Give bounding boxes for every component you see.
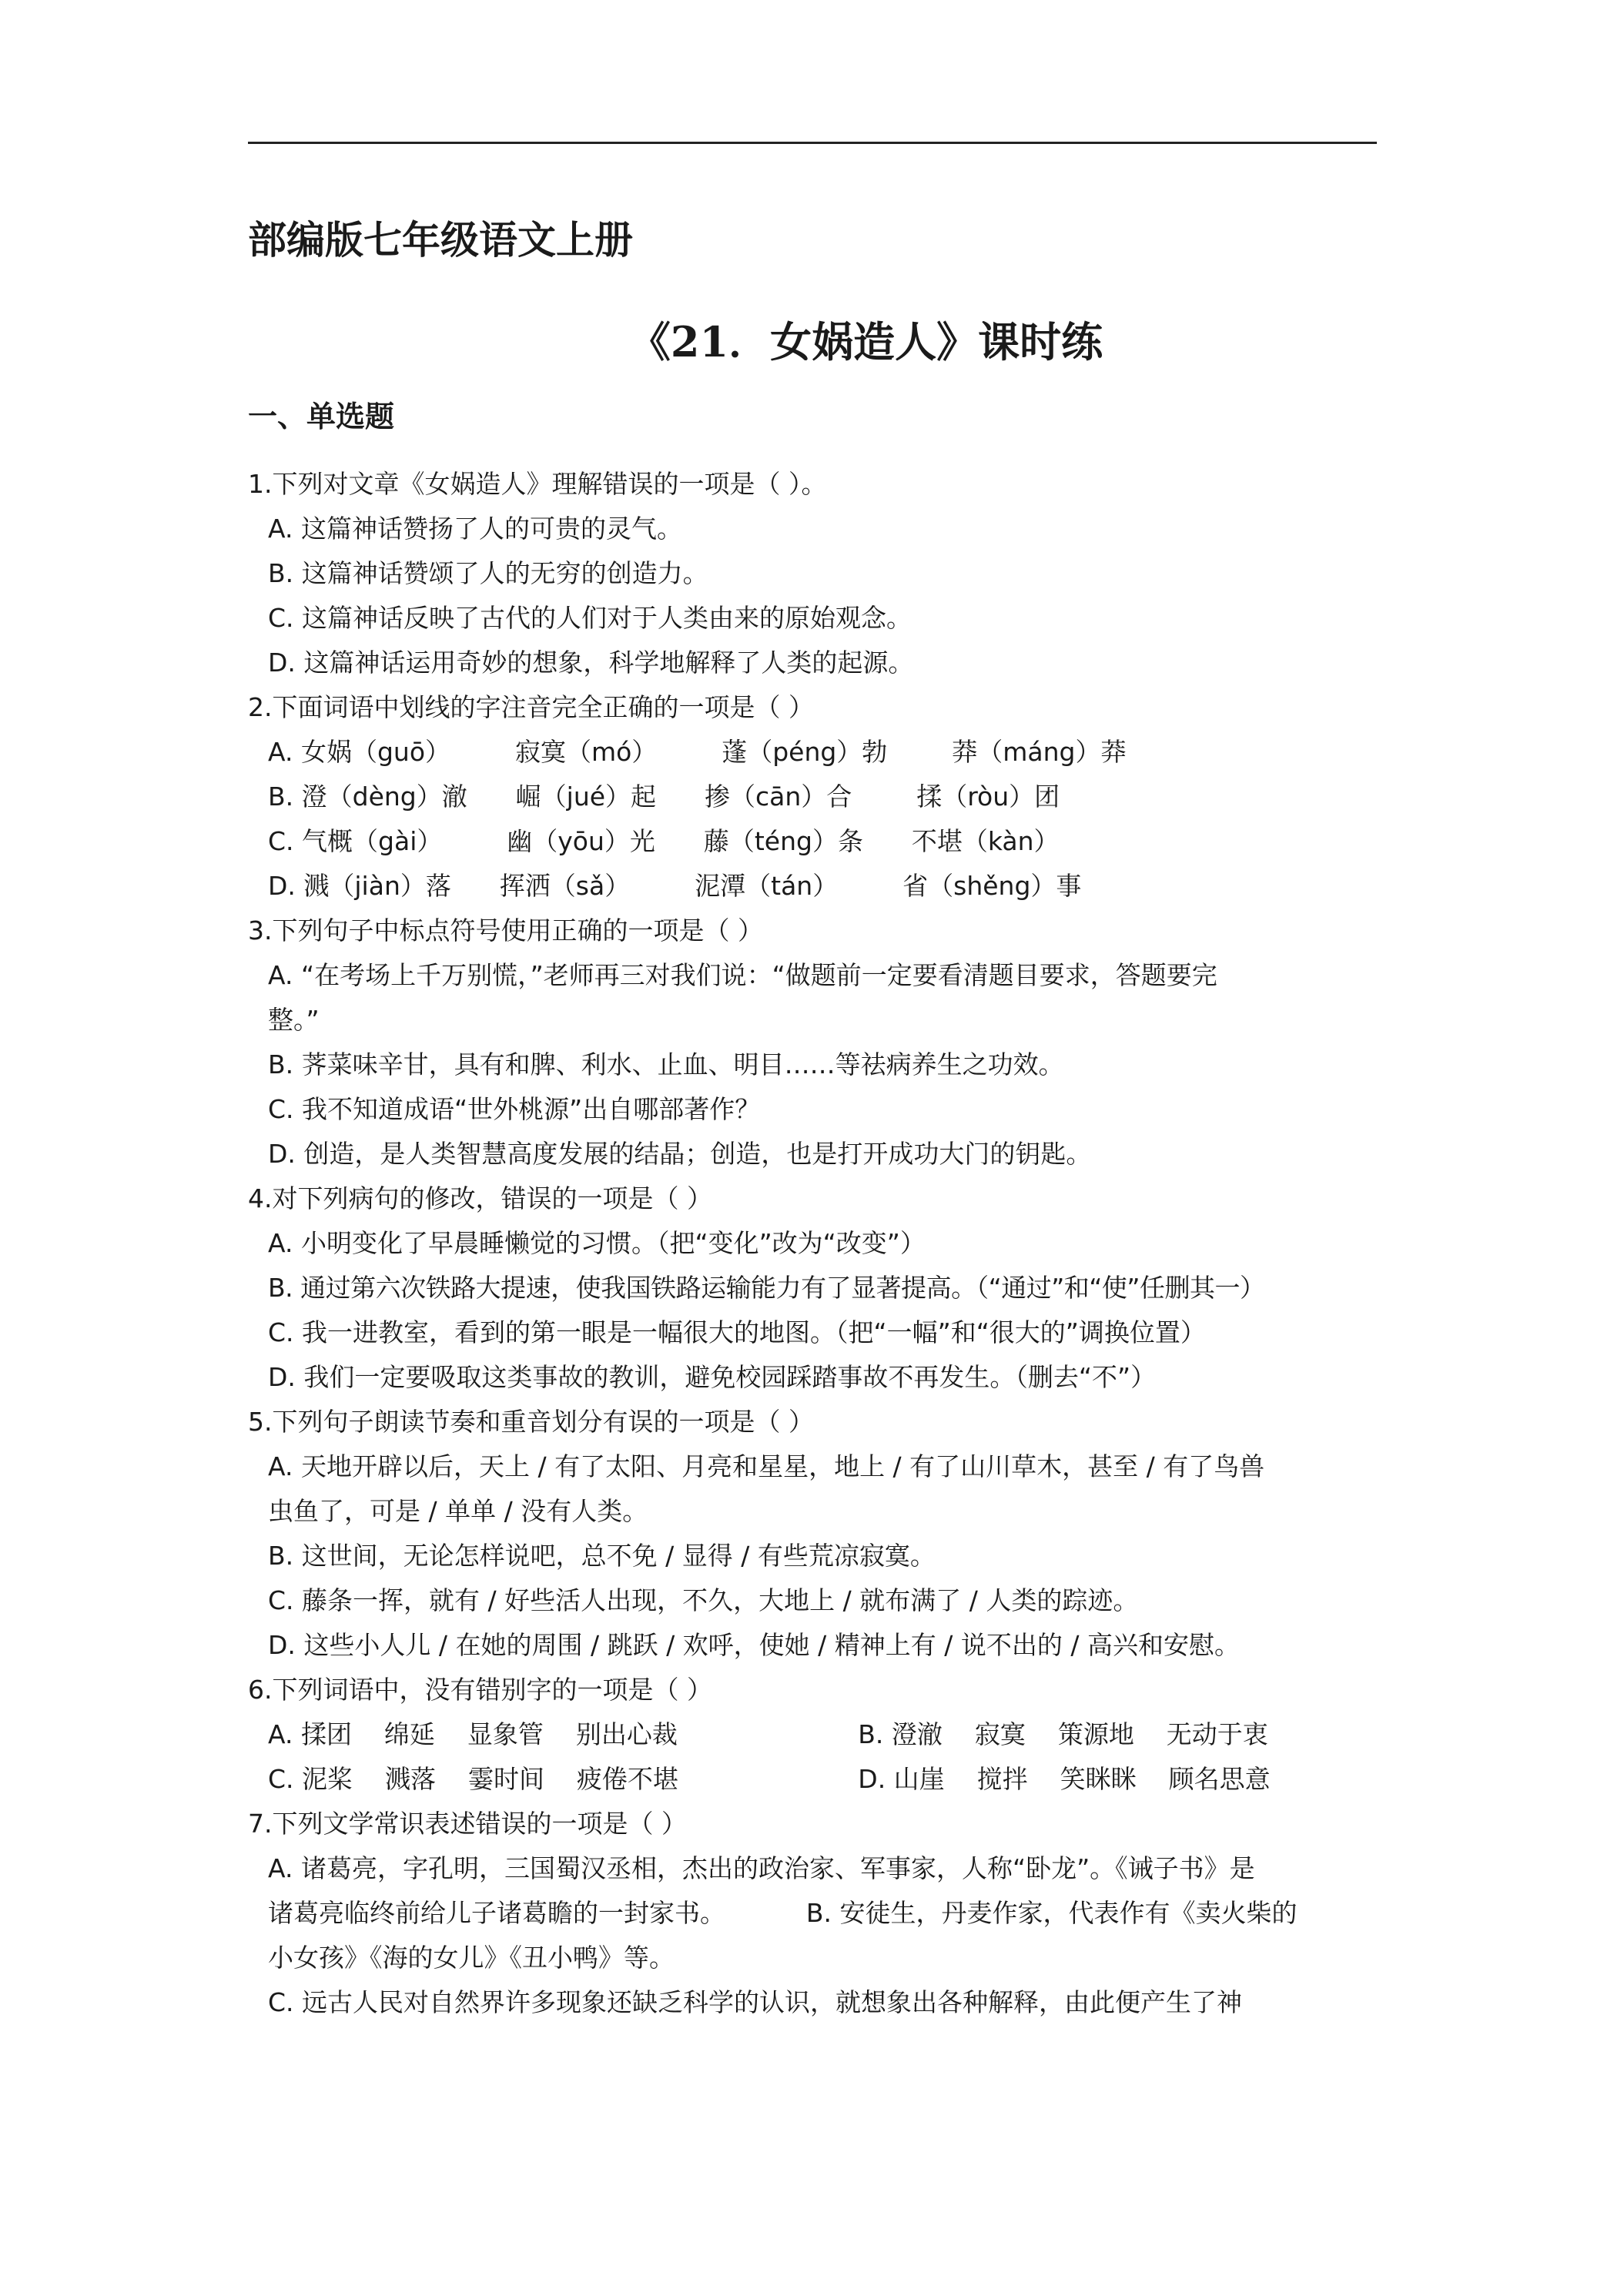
option-row xyxy=(248,1712,1388,1757)
question-stem: 5.下列句子朗读节奏和重音划分有误的一项是（ ） xyxy=(248,1407,814,1437)
document-title: 部编版七年级语文上册 xyxy=(248,218,633,263)
option-line: D. 这篇神话运用奇妙的想象，科学地解释了人类的起源。 xyxy=(268,648,914,678)
option-line: C. 泥桨 溅落 霎时间 疲倦不堪 xyxy=(268,1764,678,1794)
option-line: B. 澄澈 寂寞 策源地 无动于衷 xyxy=(858,1719,1268,1749)
option-line: B. 荠菜味辛甘，具有和脾、利水、止血、明目……等祛病养生之功效。 xyxy=(268,1049,1064,1079)
option-line: A. “在考场上千万别慌，”老师再三对我们说：“做题前一定要看清题目要求，答题要完 xyxy=(268,960,1217,990)
option-line: A. 诸葛亮，字孔明，三国蜀汉丞相，杰出的政治家、军事家，人称“卧龙”。《诫子书》是 xyxy=(268,1853,1255,1883)
option-line: 小女孩》《海的女儿》《丑小鸭》等。 xyxy=(268,1943,675,1973)
option-line: D. 我们一定要吸取这类事故的教训，避免校园踩踏事故不再发生。（删去“不”） xyxy=(268,1362,1157,1392)
question-stem: 4.对下列病句的修改，错误的一项是（ ） xyxy=(248,1183,712,1213)
option-line: D. 溅（jiàn）落 挥洒（sǎ） 泥潭（tán） 省（shěng）事 xyxy=(268,871,1082,901)
option-line: A. 天地开辟以后，天上 / 有了太阳、月亮和星星，地上 / 有了山川草木，甚至 / 有了鸟兽 xyxy=(268,1451,1265,1481)
lesson-title: 《21．女娲造人》课时练 xyxy=(628,317,1103,366)
option-line: C. 我一进教室，看到的第一眼是一幅很大的地图。（把“一幅”和“很大的”调换位置） xyxy=(268,1317,1206,1347)
option-line: A. 小明变化了早晨睡懒觉的习惯。（把“变化”改为“改变”） xyxy=(268,1228,926,1258)
option-line: C. 这篇神话反映了古代的人们对于人类由来的原始观念。 xyxy=(268,603,912,633)
question-stem: 2.下面词语中划线的字注音完全正确的一项是（ ） xyxy=(248,692,814,722)
question-stem: 6.下列词语中，没有错别字的一项是（ ） xyxy=(248,1675,712,1705)
option-line: D. 山崖 搅拌 笑眯眯 顾名思意 xyxy=(858,1764,1271,1794)
question-list xyxy=(248,462,1388,2025)
option-line: 虫鱼了，可是 / 单单 / 没有人类。 xyxy=(268,1496,648,1526)
option-line: 整。” xyxy=(268,1005,320,1035)
option-line: B. 通过第六次铁路大提速，使我国铁路运输能力有了显著提高。（“通过”和“使”任删其一） xyxy=(268,1273,1265,1303)
section-heading: 一、单选题 xyxy=(248,400,395,433)
option-line: D. 这些小人儿 / 在她的周围 / 跳跃 / 欢呼，使她 / 精神上有 / 说不出的 / 高兴和安慰。 xyxy=(268,1630,1240,1660)
question-stem: 1.下列对文章《女娲造人》理解错误的一项是（ ）。 xyxy=(248,469,827,499)
question-stem: 7.下列文学常识表述错误的一项是（ ） xyxy=(248,1809,687,1839)
option-row xyxy=(248,1757,1388,1802)
option-line: 诸葛亮临终前给儿子诸葛瞻的一封家书。 B. 安徒生，丹麦作家，代表作有《卖火柴的 xyxy=(268,1898,1298,1928)
option-line: B. 这世间，无论怎样说吧，总不免 / 显得 / 有些荒凉寂寞。 xyxy=(268,1541,936,1571)
option-line: A. 女娲（guō） 寂寞（mó） 蓬（péng）勃 莽（máng）莽 xyxy=(268,737,1127,767)
option-line: C. 我不知道成语“世外桃源”出自哪部著作？ xyxy=(268,1094,761,1124)
option-line: B. 这篇神话赞颂了人的无穷的创造力。 xyxy=(268,558,708,588)
option-line: C. 气概（gài） 幽（yōu）光 藤（téng）条 不堪（kàn） xyxy=(268,826,1060,856)
option-line: C. 藤条一挥，就有 / 好些活人出现，不久，大地上 / 就布满了 / 人类的踪迹。 xyxy=(268,1585,1139,1615)
option-line: C. 远古人民对自然界许多现象还缺乏科学的认识，就想象出各种解释，由此便产生了神 xyxy=(268,1987,1243,2017)
option-line: B. 澄（dèng）澈 崛（jué）起 掺（cān）合 揉（ròu）团 xyxy=(268,782,1060,812)
question-stem: 3.下列句子中标点符号使用正确的一项是（ ） xyxy=(248,915,763,946)
header-rule xyxy=(248,142,1377,144)
option-line: A. 这篇神话赞扬了人的可贵的灵气。 xyxy=(268,514,682,544)
option-line: A. 揉团 绵延 显象管 别出心裁 xyxy=(268,1719,678,1749)
option-line: D. 创造，是人类智慧高度发展的结晶；创造，也是打开成功大门的钥匙。 xyxy=(268,1139,1092,1169)
